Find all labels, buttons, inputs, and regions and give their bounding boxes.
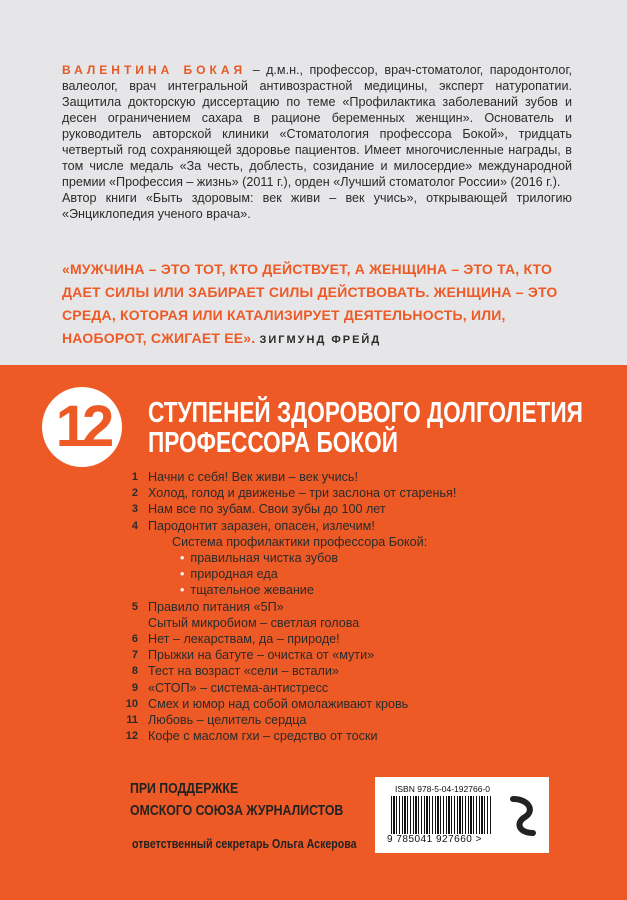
step-item <box>110 696 456 712</box>
bio-text-2: Автор книги «Быть здоровым: век живи – век учись», открывающей трилогию «Энциклопедия ученого врача». <box>62 191 572 221</box>
title-line-2: ПРОФЕССОРА БОКОЙ <box>148 427 398 459</box>
quote-text: «МУЖЧИНА – ЭТО ТОТ, КТО ДЕЙСТВУЕТ, А ЖЕНЩИНА – ЭТО ТА, КТО ДАЕТ СИЛЫ ИЛИ ЗАБИРАЕТ СИЛЫ ДЕЙСТВОВАТЬ. ЖЕНЩИНА – ЭТО СРЕДА, КОТОРАЯ ИЛИ КАТАЛИЗИРУЕТ ДЕЯТЕЛЬНОСТЬ, ИЛИ, НАОБОРОТ, СЖИГАЕТ ЕЕ». <box>62 261 558 346</box>
step-number: 8 <box>131 665 138 678</box>
step-item <box>110 712 456 728</box>
step-item <box>110 647 456 663</box>
step-text: Нам все по зубам. Свои зубы до 100 лет <box>148 502 386 517</box>
step-item <box>110 663 456 679</box>
step-text: Начни с себя! Век живи – век учись! <box>148 470 358 484</box>
step-item <box>110 501 456 517</box>
step-number <box>110 615 148 631</box>
step-text: Смех и юмор над собой омолаживают кровь <box>148 696 409 711</box>
step-item <box>110 485 456 501</box>
support-text <box>130 778 343 822</box>
bullet-item: • тщательное жевание <box>110 582 456 598</box>
author-bio <box>62 62 572 222</box>
quote <box>62 258 582 352</box>
step-text: Холод, голод и движенье – три заслона от старенья! <box>148 486 457 501</box>
secretary: ответственный секретарь Ольга Аскерова <box>132 837 357 851</box>
step-number: 2 <box>131 487 138 500</box>
system-title: Система профилактики профессора Бокой: <box>172 534 428 549</box>
title-line-1: СТУПЕНЕЙ ЗДОРОВОГО ДОЛГОЛЕТИЯ <box>148 397 583 429</box>
support-line-2: ОМСКОГО СОЮЗА ЖУРНАЛИСТОВ <box>130 802 344 819</box>
step-number: 3 <box>131 503 138 516</box>
quote-author: ЗИГМУНД ФРЕЙД <box>259 334 382 346</box>
step-number: 10 <box>125 697 138 710</box>
bullet-item: • природная еда <box>110 566 456 582</box>
ean-number: 9 785041 927660 > <box>387 834 482 845</box>
step-text: Кофе с маслом гхи – средство от тоски <box>148 729 378 744</box>
step-item <box>110 469 456 485</box>
step-item <box>110 680 456 696</box>
step-number: 9 <box>131 681 138 694</box>
author-name: ВАЛЕНТИНА БОКАЯ <box>62 63 247 77</box>
section-title <box>148 398 583 458</box>
step-number: 11 <box>126 714 138 727</box>
step-item <box>110 631 456 647</box>
bio-text: – д.м.н., профессор, врач-стоматолог, пародонтолог, валеолог, врач интегральной антивозрастной медицины, эксперт натуропатии. Защитила докторскую диссертацию по теме «Профилактика заболеваний зубов и десен ограничением сахара в рационе беременных женщин». Основатель и руководитель авторской клиники «Стоматология профессора Бокой», тридцать четвертый год сохраняющей здоровье пациентов. Имеет многочисленные награды, в том числе медаль «За честь, доблесть, созидание и милосердие» международной премии «Профессия – жизнь» (2011 г.), орден «Лучший стоматолог России» (2016 г.). <box>62 63 572 189</box>
step-number: 12 <box>125 730 138 743</box>
step-text: Прыжки на батуте – очистка от «мути» <box>148 648 375 663</box>
number-badge: 12 <box>42 387 122 467</box>
step-item <box>110 518 456 534</box>
support-line-1: ПРИ ПОДДЕРЖКЕ <box>130 780 239 797</box>
step-number: 4 <box>131 519 138 532</box>
step-item <box>110 599 456 615</box>
step-text: Сытый микробиом – светлая голова <box>148 615 360 630</box>
step-item <box>110 615 456 631</box>
step-text: Нет – лекарствам, да – природе! <box>148 632 340 647</box>
barcode-box <box>375 777 549 853</box>
barcode-icon <box>391 796 491 834</box>
steps-list <box>110 469 456 744</box>
step-number: 1 <box>131 471 138 483</box>
step-number: 5 <box>131 600 138 613</box>
step-item <box>110 728 456 744</box>
step-text: Тест на возраст «сели – встали» <box>148 664 339 679</box>
publisher-logo-icon <box>505 795 539 837</box>
isbn: ISBN 978-5-04-192766-0 <box>395 784 490 794</box>
step-text: Любовь – целитель сердца <box>148 713 307 728</box>
step-number: 7 <box>131 649 138 662</box>
bullet-item: • правильная чистка зубов <box>110 550 456 566</box>
step-text: «СТОП» – система-антистресс <box>148 680 329 695</box>
step-text: Пародонтит заразен, опасен, излечим! <box>148 518 375 533</box>
step-text: Правило питания «5П» <box>148 599 284 614</box>
step-number: 6 <box>131 633 138 646</box>
